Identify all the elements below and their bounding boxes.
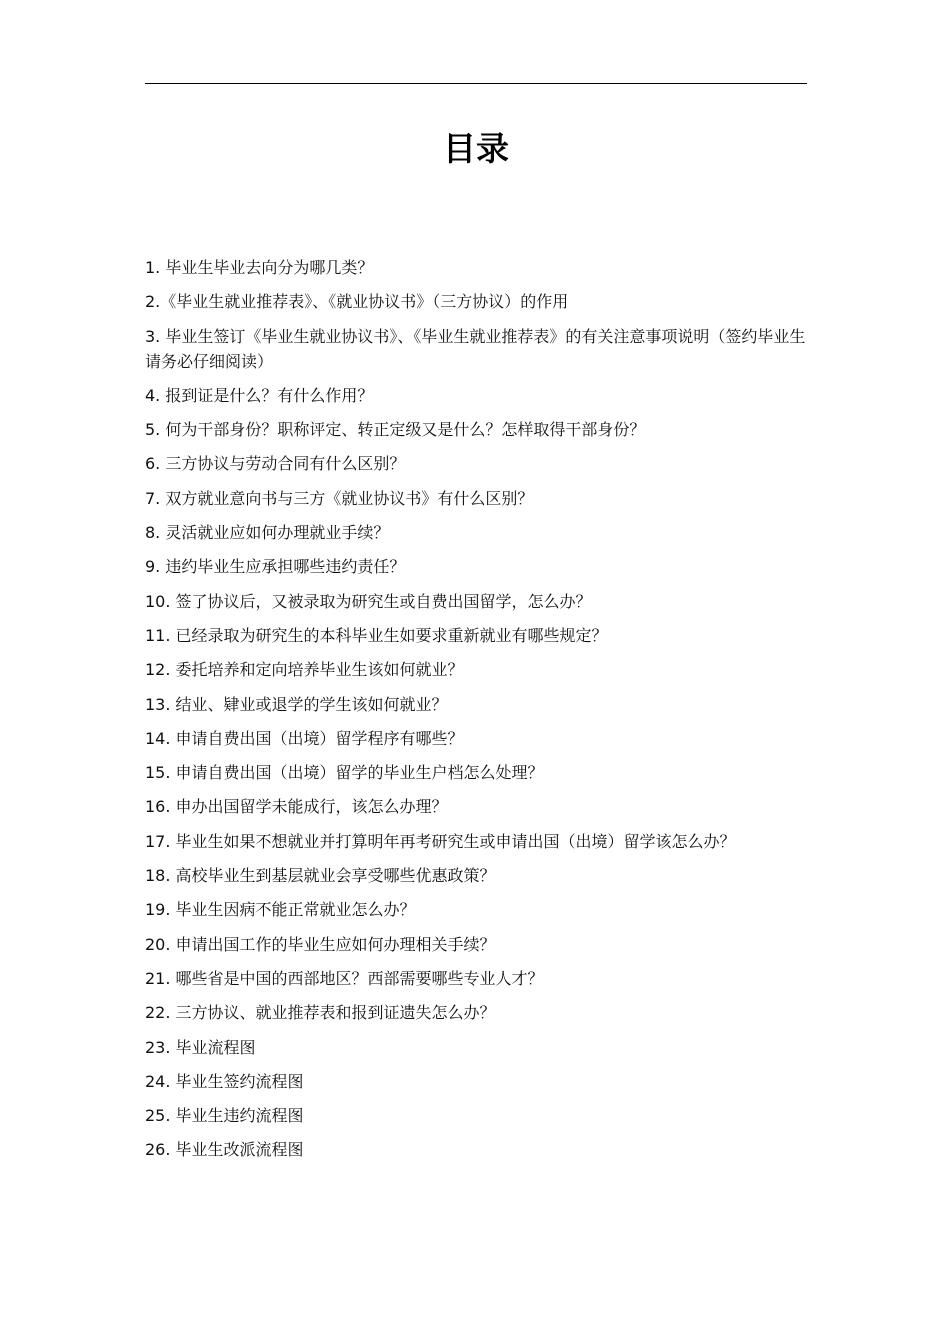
toc-item-7: 7. 双方就业意向书与三方《就业协议书》有什么区别？: [145, 488, 534, 508]
toc-item-9: 9. 违约毕业生应承担哪些违约责任？: [145, 557, 406, 577]
toc-list: [145, 255, 807, 1172]
toc-item-25: 25. 毕业生违约流程图: [145, 1106, 304, 1126]
page-title: 目录: [443, 129, 509, 168]
toc-item-16: 16. 申办出国留学未能成行，该怎么办理？: [145, 797, 448, 817]
toc-item-12: 12. 委托培养和定向培养毕业生该如何就业？: [145, 660, 464, 680]
toc-item-1: 1. 毕业生毕业去向分为哪几类？: [145, 258, 374, 277]
toc-item-4: 4. 报到证是什么？有什么作用？: [145, 385, 374, 405]
toc-item-23: 23. 毕业流程图: [145, 1037, 256, 1057]
toc-item-14: 14. 申请自费出国（出境）留学程序有哪些？: [145, 728, 464, 748]
toc-item-11: 11. 已经录取为研究生的本科毕业生如要求重新就业有哪些规定？: [145, 625, 608, 645]
toc-item-2: 2.《毕业生就业推荐表》、《就业协议书》（三方协议）的作用: [145, 292, 569, 312]
toc-item-10: 10. 签了协议后，又被录取为研究生或自费出国留学，怎么办？: [145, 591, 592, 611]
toc-item-5: 5. 何为干部身份？职称评定、转正定级又是什么？怎样取得干部身份？: [145, 420, 646, 440]
header-rule: [145, 83, 807, 84]
toc-item-18: 18. 高校毕业生到基层就业会享受哪些优惠政策？: [145, 866, 496, 886]
toc-item-6: 6. 三方协议与劳动合同有什么区别？: [145, 454, 406, 474]
toc-item-21: 21. 哪些省是中国的西部地区？西部需要哪些专业人才？: [145, 968, 544, 988]
toc-item-22: 22. 三方协议、就业推荐表和报到证遗失怎么办？: [145, 1003, 496, 1023]
toc-item-19: 19. 毕业生因病不能正常就业怎么办？: [145, 900, 416, 920]
toc-item-13: 13. 结业、肄业或退学的学生该如何就业？: [145, 694, 448, 714]
toc-item-8: 8. 灵活就业应如何办理就业手续？: [145, 523, 390, 543]
toc-item-26: 26. 毕业生改派流程图: [145, 1140, 304, 1160]
toc-item-17: 17. 毕业生如果不想就业并打算明年再考研究生或申请出国（出境）留学该怎么办？: [145, 831, 736, 851]
toc-item-24: 24. 毕业生签约流程图: [145, 1071, 304, 1091]
toc-item-20: 20. 申请出国工作的毕业生应如何办理相关手续？: [145, 934, 496, 954]
toc-item-3: 3. 毕业生签订《毕业生就业协议书》、《毕业生就业推荐表》的有关注意事项说明（签约毕业生请务必仔细阅读）: [145, 326, 806, 371]
toc-item-15: 15. 申请自费出国（出境）留学的毕业生户档怎么处理？: [145, 763, 544, 783]
